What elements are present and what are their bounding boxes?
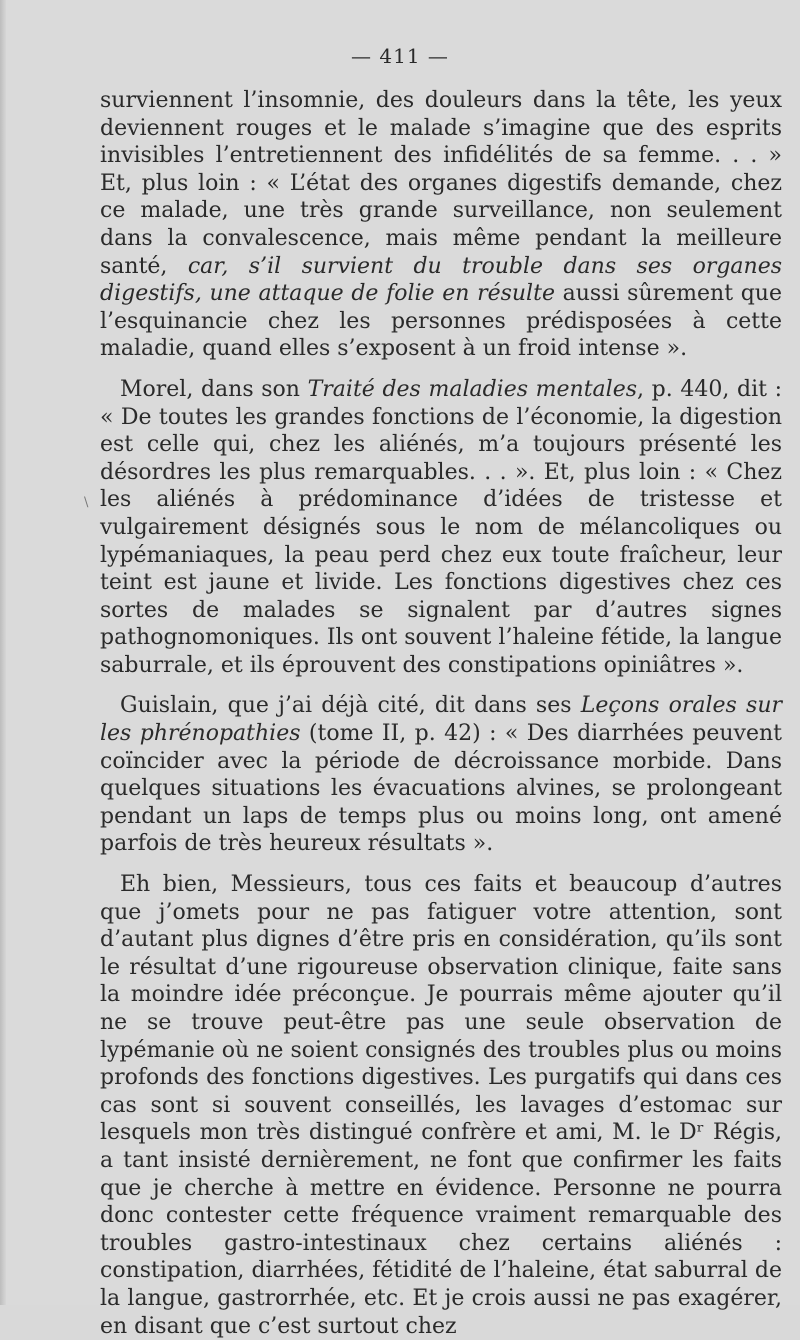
italic-text: Traité des maladies mentales [307, 376, 638, 402]
text-run: Guislain, que j’ai déjà cité, dit dans ses [120, 693, 581, 719]
text-run: Morel, dans son [120, 376, 308, 402]
italic-text: car, s’il survient du trouble dans ses organes digestifs, une attaque de folie en résulte [100, 253, 783, 307]
body-text [100, 87, 782, 1340]
text-run: (tome II, p. 42) : « Des diarrhées peuvent coïncider avec la période de décroissance morbide. Dans quelques situations les évacuations alvines, se prolongeant pendant un laps de temps plus ou moins long, ont amené parfois de très heureux résultats ». [100, 721, 782, 857]
page-binding-edge [0, 0, 6, 1305]
text-run: , p. 440, dit : « De toutes les grandes fonctions de l’économie, la digestion est celle qui, chez les aliénés, m’a toujours présenté les désordres les plus remarquables. . . ». Et, plus loin : « Chez les aliénés à prédominance d’idées de tristesse et vulgairement désignés sous le nom de mélancoliques ou lypémaniaques, la peau perd chez eux toute fraîcheur, leur teint est jaune et livide. Les fonctions digestives chez ces sortes de malades se signalent par d’autres signes pathognomoniques. Ils ont souvent l’haleine fétide, la langue saburrale, et ils éprouvent des constipations opiniâtres ». [100, 376, 782, 678]
paragraph [100, 376, 782, 680]
page-number: — 411 — [351, 44, 449, 68]
italic-text: Leçons orales sur les phrénopathies [100, 693, 783, 747]
paragraph [100, 871, 782, 1340]
paragraph [100, 692, 782, 858]
paragraph [100, 87, 782, 363]
text-run: surviennent l’insomnie, des douleurs dans la tête, les yeux deviennent rouges et le malade s’imagine que des esprits invisibles l’entretiennent des infidélités de sa femme. . . » Et, plus loin : « L’état des organes digestifs demande, chez ce malade, une très grande surveillance, non seulement dans la convalescence, mais même pendant la meilleure santé, [100, 88, 782, 279]
text-run: aussi sûrement que l’esquinancie chez les personnes prédisposées à cette maladie, quand elles s’exposent à un froid intense ». [100, 281, 782, 362]
margin-mark: \ [84, 495, 89, 510]
text-run: Eh bien, Messieurs, tous ces faits et beaucoup d’autres que j’omets pour ne pas fatiguer votre attention, sont d’autant plus dignes d’être pris en considération, qu’ils sont le résultat d’une rigoureuse observation clinique, faite sans la moindre idée préconçue. Je pourrais même ajouter qu’il ne se trouve peut-être pas une seule observation de lypémanie où ne soient consignés des troubles plus ou moins profonds des fonctions digestives. Les purgatifs qui dans ces cas sont si souvent conseillés, les lavages d’estomac sur lesquels mon très distingué confrère et ami, M. le Dʳ Régis, a tant insisté dernièrement, ne font que confirmer les faits que je cherche à mettre en évidence. Personne ne pourra donc contester cette fréquence vraiment remarquable des troubles gastro-intestinaux chez certains aliénés : constipation, diarrhées, fétidité de l’haleine, état saburral de la langue, gastrorrhée, etc. Et je crois aussi ne pas exagérer, en disant que c’est surtout chez [100, 872, 782, 1339]
